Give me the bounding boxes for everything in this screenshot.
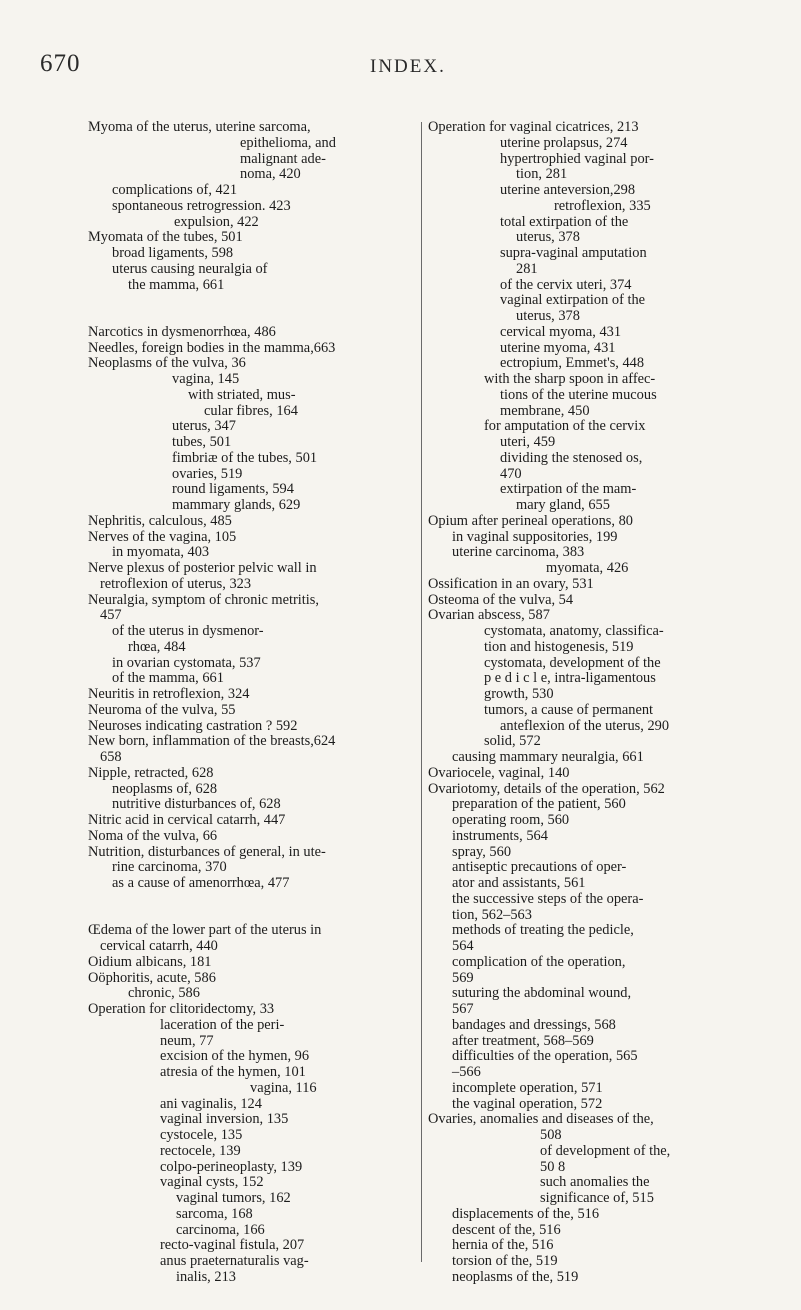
index-line: Nutrition, disturbances of general, in ute- bbox=[88, 843, 326, 860]
index-line: cervical myoma, 431 bbox=[500, 323, 622, 340]
index-line: tion, 281 bbox=[516, 166, 568, 183]
index-line: Narcotics in dysmenorrhœa, 486 bbox=[88, 323, 276, 340]
index-line: the mamma, 661 bbox=[128, 276, 225, 293]
index-line: uterine prolapsus, 274 bbox=[500, 134, 628, 151]
index-column-left bbox=[88, 120, 413, 1286]
index-line: fimbriæ of the tubes, 501 bbox=[172, 449, 318, 466]
index-line: Operation for clitoridectomy, 33 bbox=[88, 1001, 275, 1017]
index-line: colpo-perineoplasty, 139 bbox=[160, 1158, 303, 1175]
index-line: Operation for vaginal cicatrices, 213 bbox=[428, 119, 639, 135]
index-line: ani vaginalis, 124 bbox=[160, 1095, 262, 1112]
index-line: bandages and dressings, 568 bbox=[452, 1016, 616, 1033]
index-line: descent of the, 516 bbox=[452, 1221, 561, 1238]
index-line: epithelioma, and bbox=[240, 134, 336, 151]
index-line: dividing the stenosed os, bbox=[500, 449, 643, 466]
index-line: in ovarian cystomata, 537 bbox=[112, 654, 261, 671]
index-line: rhœa, 484 bbox=[128, 638, 186, 655]
index-line: suturing the abdominal wound, bbox=[452, 985, 632, 1002]
index-line: carcinoma, 166 bbox=[176, 1221, 265, 1238]
index-line: antiseptic precautions of oper- bbox=[452, 859, 627, 876]
index-line: 564 bbox=[452, 938, 474, 954]
index-line: significance of, 515 bbox=[540, 1190, 654, 1206]
index-line: Ovariotomy, details of the operation, 562 bbox=[428, 780, 665, 797]
index-line: ovaries, 519 bbox=[172, 465, 243, 482]
index-line: Nerve plexus of posterior pelvic wall in bbox=[88, 560, 317, 576]
index-line: 470 bbox=[500, 465, 522, 482]
index-line: Œdema of the lower part of the uterus in bbox=[88, 922, 322, 939]
index-line: complication of the operation, bbox=[452, 953, 626, 970]
index-line: vaginal inversion, 135 bbox=[160, 1111, 289, 1128]
index-line: retroflexion of uterus, 323 bbox=[100, 575, 252, 592]
index-line: uterus, 347 bbox=[172, 418, 236, 435]
index-line: Neuroses indicating castration ? 592 bbox=[88, 717, 298, 734]
index-line: of the uterus in dysmenor- bbox=[112, 623, 264, 639]
index-line: in myomata, 403 bbox=[112, 544, 210, 561]
index-line: vaginal tumors, 162 bbox=[176, 1190, 291, 1206]
index-line: Oidium albicans, 181 bbox=[88, 953, 212, 970]
index-line: Nitric acid in cervical catarrh, 447 bbox=[88, 812, 286, 828]
index-line: Myomata of the tubes, 501 bbox=[88, 229, 243, 246]
index-line: the successive steps of the opera- bbox=[452, 890, 644, 907]
index-line: causing mammary neuralgia, 661 bbox=[452, 749, 644, 765]
index-line: incomplete operation, 571 bbox=[452, 1079, 603, 1096]
index-line: cular fibres, 164 bbox=[204, 402, 298, 419]
index-line: such anomalies the bbox=[540, 1174, 650, 1191]
index-line: round ligaments, 594 bbox=[172, 481, 294, 498]
index-line: Noma of the vulva, 66 bbox=[88, 827, 218, 844]
index-line: 508 bbox=[540, 1127, 562, 1143]
column-divider bbox=[421, 122, 422, 1262]
index-line: Neuritis in retroflexion, 324 bbox=[88, 686, 250, 702]
index-line: of the mamma, 661 bbox=[112, 670, 224, 687]
index-line: cystomata, anatomy, classifica- bbox=[484, 623, 664, 639]
index-line: tions of the uterine mucous bbox=[500, 386, 657, 403]
index-line: instruments, 564 bbox=[452, 827, 548, 844]
index-line: broad ligaments, 598 bbox=[112, 245, 234, 261]
index-line: vagina, 116 bbox=[250, 1079, 317, 1096]
index-line: ectropium, Emmet's, 448 bbox=[500, 355, 645, 372]
index-line: growth, 530 bbox=[484, 686, 554, 702]
index-line: rine carcinoma, 370 bbox=[112, 859, 227, 876]
index-line: cystocele, 135 bbox=[160, 1127, 243, 1143]
index-line: vagina, 145 bbox=[172, 371, 240, 387]
index-line: excision of the hymen, 96 bbox=[160, 1048, 310, 1065]
index-line: nutritive disturbances of, 628 bbox=[112, 796, 281, 813]
page-number: 670 bbox=[40, 50, 81, 77]
index-line: uterine myoma, 431 bbox=[500, 339, 616, 356]
index-line: mammary glands, 629 bbox=[172, 497, 301, 513]
index-line: spontaneous retrogression. 423 bbox=[112, 197, 291, 214]
index-line: 569 bbox=[452, 969, 474, 986]
index-line: neum, 77 bbox=[160, 1032, 214, 1049]
index-line: with the sharp spoon in affec- bbox=[484, 371, 656, 387]
index-line: Neuralgia, symptom of chronic metritis, bbox=[88, 591, 319, 608]
index-line: after treatment, 568–569 bbox=[452, 1032, 594, 1049]
index-line: torsion of the, 519 bbox=[452, 1253, 558, 1269]
index-line: supra-vaginal amputation bbox=[500, 245, 647, 261]
index-line: New born, inflammation of the breasts,624 bbox=[88, 733, 336, 750]
index-line: Oöphoritis, acute, 586 bbox=[88, 969, 216, 986]
index-line: uterine carcinoma, 383 bbox=[452, 544, 585, 561]
index-line: ator and assistants, 561 bbox=[452, 875, 586, 891]
index-line: neoplasms of, 628 bbox=[112, 780, 218, 797]
index-line: for amputation of the cervix bbox=[484, 418, 646, 435]
index-line: of the cervix uteri, 374 bbox=[500, 276, 632, 293]
index-line: uterus causing neuralgia of bbox=[112, 260, 268, 277]
index-line: Myoma of the uterus, uterine sarcoma, bbox=[88, 119, 311, 135]
index-line: Nipple, retracted, 628 bbox=[88, 764, 214, 781]
index-line: preparation of the patient, 560 bbox=[452, 796, 626, 813]
index-line: hernia of the, 516 bbox=[452, 1237, 554, 1254]
index-line: –566 bbox=[452, 1064, 481, 1080]
index-column-right bbox=[428, 120, 758, 1286]
index-line: neoplasms of the, 519 bbox=[452, 1268, 579, 1285]
index-line: mary gland, 655 bbox=[516, 497, 610, 513]
index-line: Ovaries, anomalies and diseases of the, bbox=[428, 1111, 654, 1128]
index-line: anteflexion of the uterus, 290 bbox=[500, 717, 670, 734]
index-line: tubes, 501 bbox=[172, 434, 232, 450]
index-line: 658 bbox=[100, 749, 122, 765]
index-line: complications of, 421 bbox=[112, 182, 238, 198]
index-line: noma, 420 bbox=[240, 166, 301, 183]
index-line: difficulties of the operation, 565 bbox=[452, 1048, 638, 1065]
index-line: 457 bbox=[100, 607, 122, 624]
index-line: cystomata, development of the bbox=[484, 654, 661, 671]
index-line: malignant ade- bbox=[240, 150, 326, 167]
running-head: INDEX. bbox=[370, 56, 446, 77]
index-line: cervical catarrh, 440 bbox=[100, 938, 218, 954]
index-line: Osteoma of the vulva, 54 bbox=[428, 591, 574, 608]
index-line: laceration of the peri- bbox=[160, 1016, 285, 1033]
index-line: the vaginal operation, 572 bbox=[452, 1095, 603, 1112]
index-line: inalis, 213 bbox=[176, 1268, 236, 1285]
index-line: 50 8 bbox=[540, 1158, 566, 1175]
index-line: chronic, 586 bbox=[128, 985, 200, 1002]
index-line: 281 bbox=[516, 260, 538, 277]
index-line: tion, 562–563 bbox=[452, 906, 532, 923]
index-line: uterine anteversion,298 bbox=[500, 182, 636, 198]
index-line: Ovariocele, vaginal, 140 bbox=[428, 764, 570, 781]
index-line: Ossification in an ovary, 531 bbox=[428, 575, 594, 592]
index-line: atresia of the hymen, 101 bbox=[160, 1064, 306, 1080]
section-spacer bbox=[88, 892, 413, 924]
index-line: rectocele, 139 bbox=[160, 1142, 241, 1159]
index-line: tion and histogenesis, 519 bbox=[484, 638, 634, 655]
index-line: Neoplasms of the vulva, 36 bbox=[88, 355, 246, 372]
index-line: vaginal cysts, 152 bbox=[160, 1174, 264, 1191]
index-line: Neuroma of the vulva, 55 bbox=[88, 701, 236, 718]
index-line: total extirpation of the bbox=[500, 213, 629, 230]
index-line: p e d i c l e, intra-ligamentous bbox=[484, 670, 656, 687]
index-line: Opium after perineal operations, 80 bbox=[428, 512, 633, 529]
index-line: solid, 572 bbox=[484, 733, 541, 750]
index-line: uteri, 459 bbox=[500, 434, 556, 450]
index-line: anus praeternaturalis vag- bbox=[160, 1253, 309, 1269]
index-line: expulsion, 422 bbox=[174, 213, 259, 230]
index-line: methods of treating the pedicle, bbox=[452, 922, 634, 939]
index-line: retroflexion, 335 bbox=[554, 197, 651, 214]
index-line: vaginal extirpation of the bbox=[500, 292, 646, 309]
index-line: myomata, 426 bbox=[546, 560, 629, 576]
index-line: tumors, a cause of permanent bbox=[484, 701, 654, 718]
index-line: extirpation of the mam- bbox=[500, 481, 637, 498]
index-line: recto-vaginal fistula, 207 bbox=[160, 1237, 305, 1254]
index-line: operating room, 560 bbox=[452, 812, 570, 828]
index-line: uterus, 378 bbox=[516, 308, 580, 324]
index-line: Ovarian abscess, 587 bbox=[428, 607, 550, 624]
index-line: as a cause of amenorrhœa, 477 bbox=[112, 875, 290, 891]
section-spacer bbox=[88, 293, 413, 325]
index-line: Needles, foreign bodies in the mamma,663 bbox=[88, 339, 336, 356]
index-line: membrane, 450 bbox=[500, 402, 590, 419]
index-line: in vaginal suppositories, 199 bbox=[452, 528, 618, 545]
index-line: Nephritis, calculous, 485 bbox=[88, 512, 232, 529]
index-line: 567 bbox=[452, 1001, 474, 1017]
index-line: with striated, mus- bbox=[188, 386, 296, 403]
index-line: hypertrophied vaginal por- bbox=[500, 150, 654, 167]
index-line: uterus, 378 bbox=[516, 229, 580, 246]
index-line: of development of the, bbox=[540, 1142, 671, 1159]
index-line: displacements of the, 516 bbox=[452, 1205, 600, 1222]
index-line: sarcoma, 168 bbox=[176, 1205, 253, 1222]
index-line: Nerves of the vagina, 105 bbox=[88, 528, 237, 545]
index-line: spray, 560 bbox=[452, 843, 512, 860]
